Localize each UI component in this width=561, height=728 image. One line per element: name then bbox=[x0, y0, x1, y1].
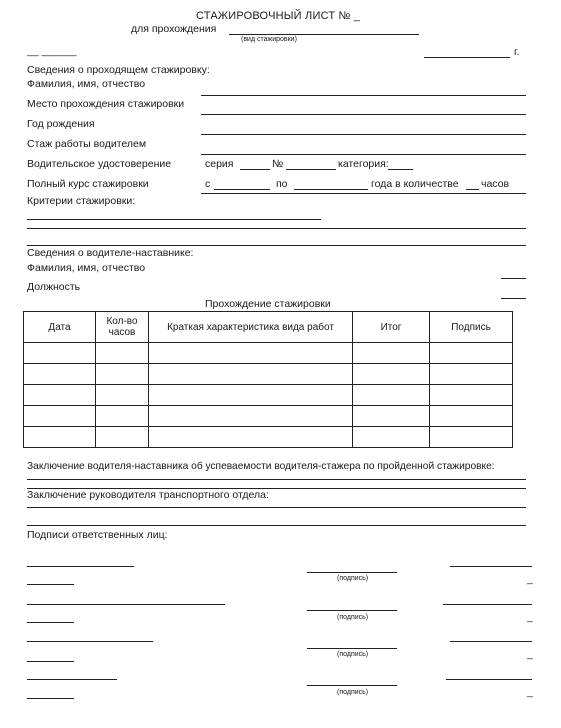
table-cell[interactable] bbox=[353, 406, 430, 427]
column-header-hours: Кол-во часов bbox=[96, 312, 149, 343]
license-category-field[interactable] bbox=[388, 169, 413, 170]
table-cell[interactable] bbox=[24, 343, 96, 364]
trainee-name-field[interactable] bbox=[201, 95, 526, 96]
signature-date-line[interactable] bbox=[450, 566, 532, 567]
table-cell[interactable] bbox=[353, 343, 430, 364]
course-from-field[interactable] bbox=[214, 189, 270, 190]
license-category-label: категория: bbox=[338, 158, 389, 170]
table-cell[interactable] bbox=[96, 364, 149, 385]
signature-dash: _ bbox=[527, 573, 533, 585]
signature-dash: _ bbox=[527, 648, 533, 660]
column-header-work-description: Краткая характеристика вида работ bbox=[149, 312, 353, 343]
signature-line[interactable] bbox=[307, 572, 397, 573]
course-label: Полный курс стажировки bbox=[27, 178, 149, 190]
signature-line[interactable] bbox=[307, 610, 397, 611]
table-cell[interactable] bbox=[24, 364, 96, 385]
criteria-field-3[interactable] bbox=[27, 245, 526, 246]
signature-caption: (подпись) bbox=[337, 651, 369, 658]
column-header-result: Итог bbox=[353, 312, 430, 343]
training-type-field[interactable] bbox=[229, 34, 419, 35]
license-number-label: № bbox=[272, 158, 284, 170]
signature-date-line[interactable] bbox=[443, 604, 532, 605]
course-line[interactable] bbox=[201, 193, 526, 194]
course-to-field[interactable] bbox=[294, 189, 368, 190]
table-cell[interactable] bbox=[149, 427, 353, 448]
mentor-conclusion-field-1[interactable] bbox=[27, 479, 526, 480]
table-cell[interactable] bbox=[353, 427, 430, 448]
driving-experience-label: Стаж работы водителем bbox=[27, 138, 147, 150]
training-place-field[interactable] bbox=[201, 114, 526, 115]
mentor-position-label: Должность bbox=[27, 281, 81, 293]
signature-name-line[interactable] bbox=[27, 698, 74, 699]
signature-dash: _ bbox=[527, 611, 533, 623]
license-number-field[interactable] bbox=[286, 169, 336, 170]
document-title: СТАЖИРОВОЧНЫЙ ЛИСТ № _ bbox=[196, 10, 361, 22]
table-cell[interactable] bbox=[430, 385, 513, 406]
mentor-position-field[interactable] bbox=[501, 298, 526, 299]
signature-name-line[interactable] bbox=[27, 622, 74, 623]
criteria-field-2[interactable] bbox=[27, 228, 526, 229]
signature-name-line[interactable] bbox=[27, 584, 74, 585]
table-cell[interactable] bbox=[24, 427, 96, 448]
table-cell[interactable] bbox=[96, 427, 149, 448]
mentor-conclusion-label: Заключение водителя-наставника об успеваемости водителя-стажера по пройденной стажировке: bbox=[27, 461, 495, 472]
year-suffix: г. bbox=[514, 46, 520, 58]
table-row bbox=[24, 364, 513, 385]
table-row bbox=[24, 385, 513, 406]
driving-experience-field[interactable] bbox=[201, 154, 526, 155]
mentor-section-title: Сведения о водителе-наставнике: bbox=[27, 247, 194, 259]
table-cell[interactable] bbox=[96, 343, 149, 364]
table-cell[interactable] bbox=[430, 406, 513, 427]
progress-title: Прохождение стажировки bbox=[205, 298, 331, 310]
course-to-label: по bbox=[276, 178, 288, 190]
signature-position-line[interactable] bbox=[27, 566, 134, 567]
table-cell[interactable] bbox=[430, 427, 513, 448]
table-cell[interactable] bbox=[149, 343, 353, 364]
signature-position-line[interactable] bbox=[27, 679, 117, 680]
criteria-label: Критерии стажировки: bbox=[27, 195, 136, 207]
signature-caption: (подпись) bbox=[337, 614, 369, 621]
progress-table bbox=[23, 311, 513, 448]
head-conclusion-field-1[interactable] bbox=[27, 507, 526, 508]
signature-name-line[interactable] bbox=[27, 661, 74, 662]
license-series-field[interactable] bbox=[240, 169, 270, 170]
table-cell[interactable] bbox=[149, 385, 353, 406]
date-right-field[interactable] bbox=[424, 57, 510, 58]
signature-date-line[interactable] bbox=[450, 641, 532, 642]
license-label: Водительское удостоверение bbox=[27, 158, 172, 170]
trainee-section-title: Сведения о проходящем стажировку: bbox=[27, 64, 210, 76]
table-cell[interactable] bbox=[24, 385, 96, 406]
for-passing-label: для прохождения bbox=[131, 23, 217, 35]
signature-line[interactable] bbox=[307, 648, 397, 649]
table-row bbox=[24, 343, 513, 364]
table-cell[interactable] bbox=[96, 385, 149, 406]
signature-position-line[interactable] bbox=[27, 604, 225, 605]
table-cell[interactable] bbox=[96, 406, 149, 427]
table-cell[interactable] bbox=[430, 364, 513, 385]
signature-dash: _ bbox=[527, 686, 533, 698]
criteria-field-1[interactable] bbox=[27, 219, 321, 220]
training-place-label: Место прохождения стажировки bbox=[27, 98, 185, 110]
birth-year-field[interactable] bbox=[201, 134, 526, 135]
signature-position-line[interactable] bbox=[27, 641, 153, 642]
column-header-signature: Подпись bbox=[430, 312, 513, 343]
signatures-title: Подписи ответственных лиц: bbox=[27, 529, 168, 541]
mentor-name-field[interactable] bbox=[501, 278, 526, 279]
course-hours-label: часов bbox=[481, 178, 510, 190]
birth-year-label: Год рождения bbox=[27, 118, 95, 130]
signature-caption: (подпись) bbox=[337, 575, 369, 582]
training-type-caption: (вид стажировки) bbox=[241, 36, 297, 43]
signature-date-line[interactable] bbox=[446, 679, 532, 680]
table-row bbox=[24, 427, 513, 448]
table-row bbox=[24, 406, 513, 427]
progress-header-row bbox=[24, 312, 513, 343]
table-cell[interactable] bbox=[430, 343, 513, 364]
trainee-name-label: Фамилия, имя, отчество bbox=[27, 78, 146, 90]
date-left-field[interactable]: __ ______ bbox=[27, 45, 77, 57]
head-conclusion-field-2[interactable] bbox=[27, 525, 526, 526]
column-header-date: Дата bbox=[24, 312, 96, 343]
signature-caption: (подпись) bbox=[337, 689, 369, 696]
head-conclusion-label: Заключение руководителя транспортного отдела: bbox=[27, 489, 269, 501]
table-cell[interactable] bbox=[353, 385, 430, 406]
table-cell[interactable] bbox=[24, 406, 96, 427]
table-cell[interactable] bbox=[353, 364, 430, 385]
table-cell[interactable] bbox=[149, 406, 353, 427]
table-cell[interactable] bbox=[149, 364, 353, 385]
course-hours-field[interactable] bbox=[466, 189, 479, 190]
mentor-name-label: Фамилия, имя, отчество bbox=[27, 262, 146, 274]
course-from-label: с bbox=[205, 178, 211, 190]
course-year-hours-label: года в количестве bbox=[371, 178, 459, 190]
license-series-label: серия bbox=[205, 158, 234, 170]
signature-line[interactable] bbox=[307, 685, 397, 686]
